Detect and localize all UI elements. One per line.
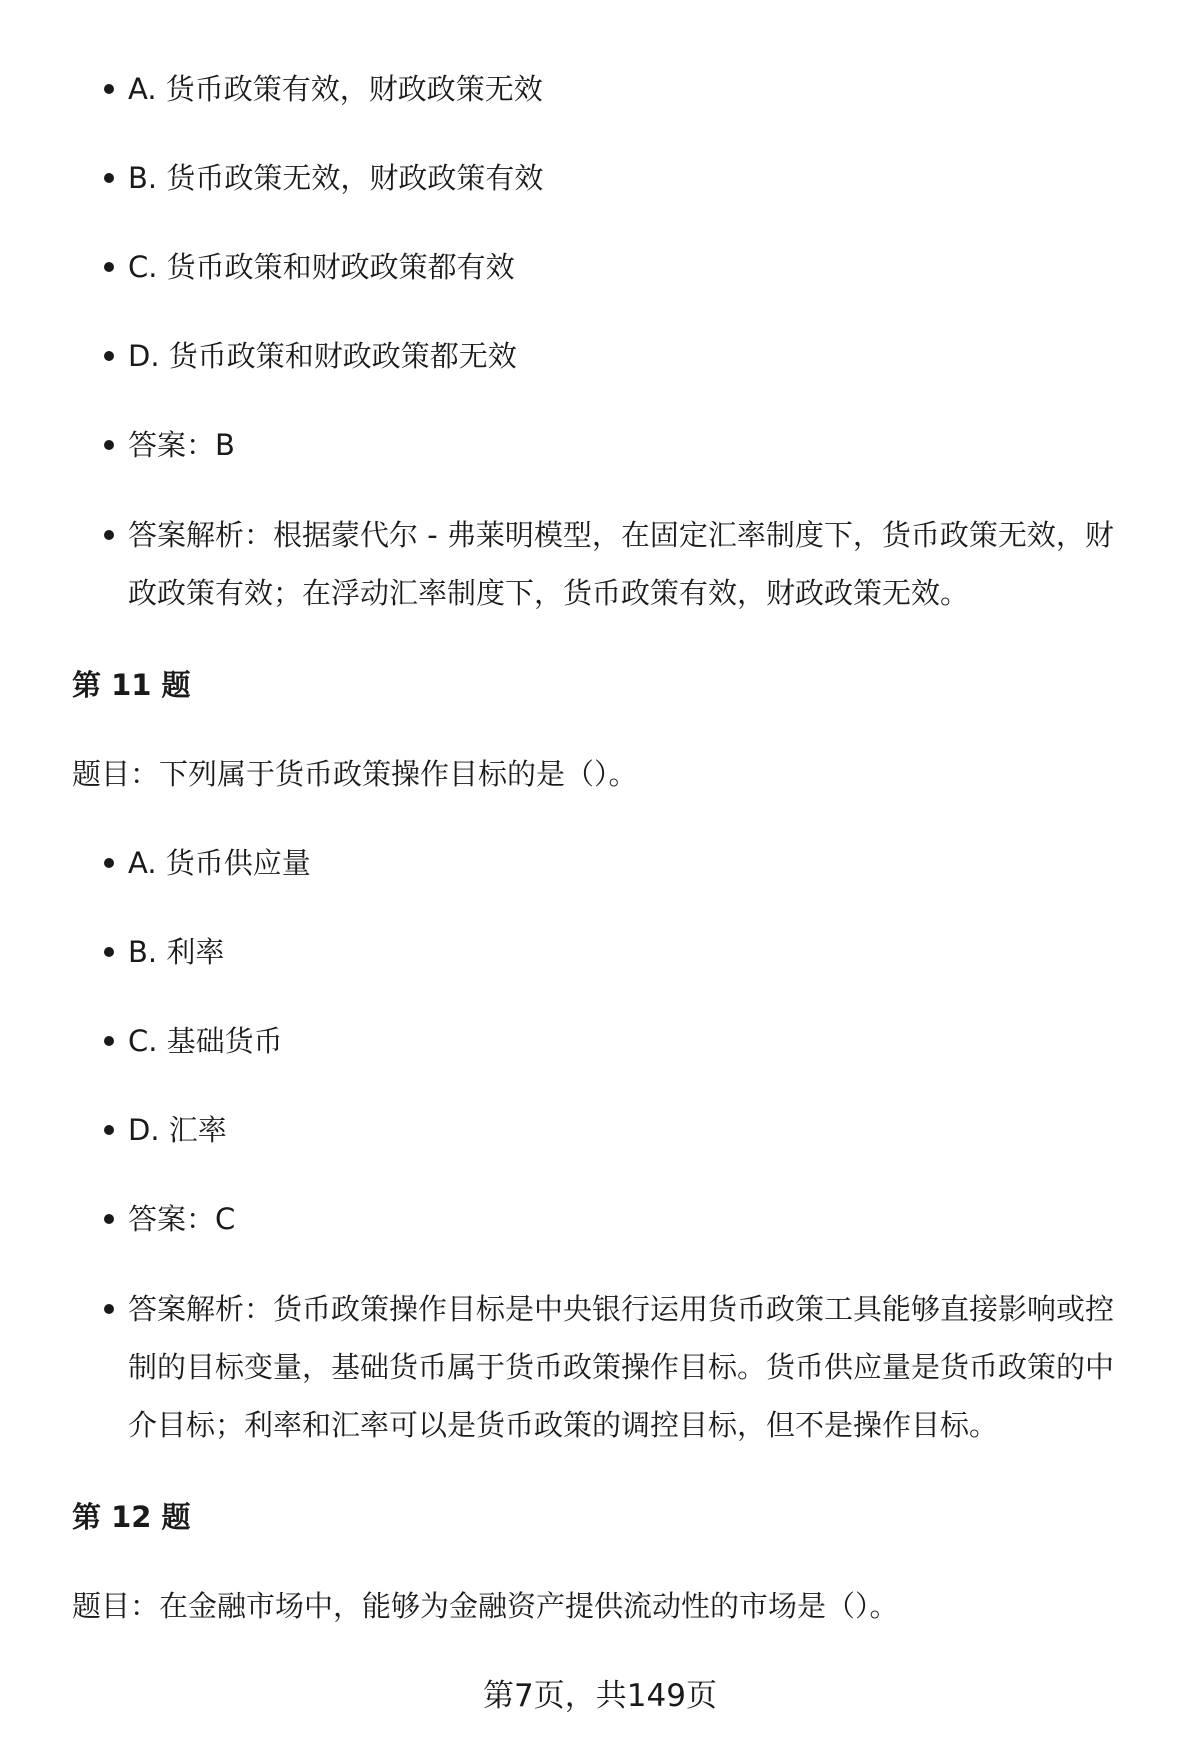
q10-option-a: A. 货币政策有效，财政政策无效 — [128, 60, 1140, 118]
page-number-footer: 第7页，共149页 — [483, 1678, 717, 1714]
q11-option-b: B. 利率 — [128, 923, 1140, 981]
q10-option-b: B. 货币政策无效，财政政策有效 — [128, 149, 1140, 207]
q11-heading: 第 11 题 — [72, 668, 191, 702]
q12-heading: 第 12 题 — [72, 1500, 191, 1534]
q11-option-c: C. 基础货币 — [128, 1012, 1140, 1070]
q10-explanation: 答案解析：根据蒙代尔 - 弗莱明模型，在固定汇率制度下，货币政策无效，财政政策有效；在浮动汇率制度下，货币政策有效，财政政策无效。 — [128, 506, 1140, 622]
q11-answer: 答案：C — [128, 1190, 1140, 1248]
q10-answer: 答案：B — [128, 416, 1140, 474]
q10-option-c: C. 货币政策和财政政策都有效 — [128, 238, 1140, 296]
q11-option-a: A. 货币供应量 — [128, 834, 1140, 892]
q11-option-d: D. 汇率 — [128, 1101, 1140, 1159]
q11-question: 题目：下列属于货币政策操作目标的是（）。 — [72, 757, 638, 791]
q10-option-d: D. 货币政策和财政政策都无效 — [128, 327, 1140, 385]
q11-explanation: 答案解析：货币政策操作目标是中央银行运用货币政策工具能够直接影响或控制的目标变量，基础货币属于货币政策操作目标。货币供应量是货币政策的中介目标；利率和汇率可以是货币政策的调控目标，但不是操作目标。 — [128, 1280, 1140, 1454]
q12-question: 题目：在金融市场中，能够为金融资产提供流动性的市场是（）。 — [72, 1589, 899, 1623]
